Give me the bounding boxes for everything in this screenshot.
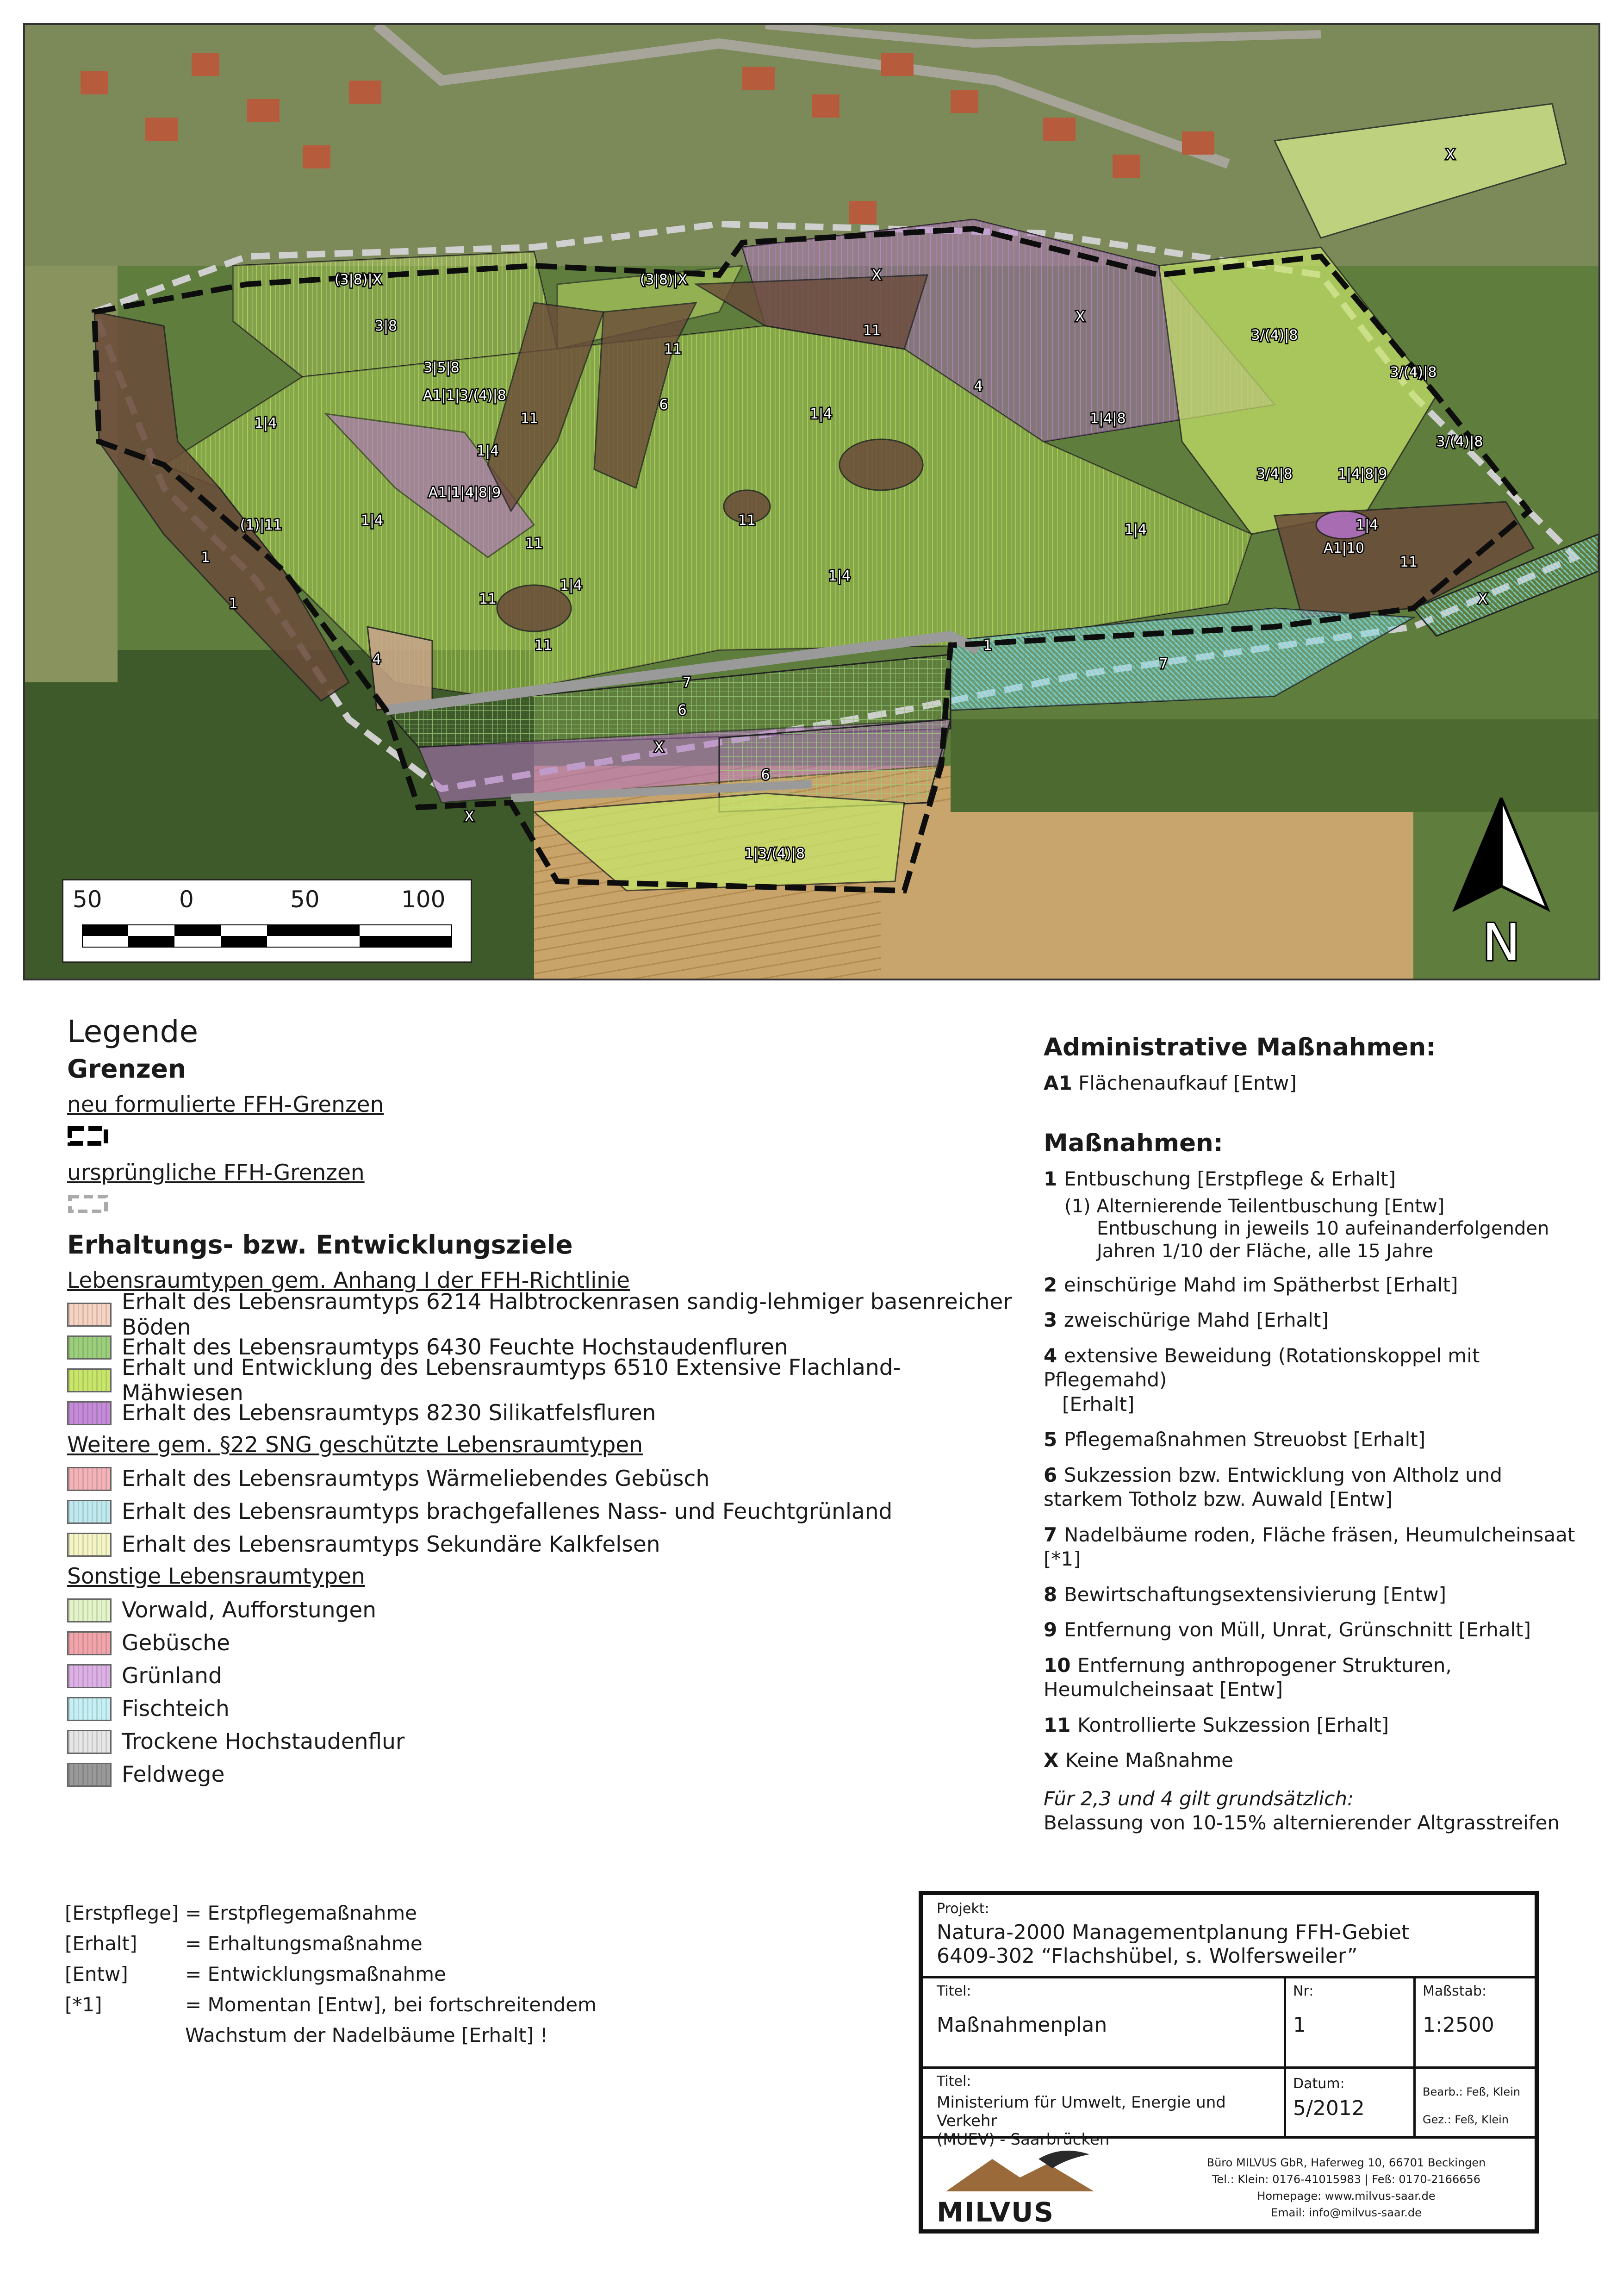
group2-swatch bbox=[67, 1467, 112, 1491]
nr-value: 1 bbox=[1293, 2013, 1306, 2037]
group1-heading: Lebensraumtypen gem. Anhang I der FFH-Richtlinie bbox=[67, 1268, 630, 1293]
client-line1: Ministerium für Umwelt, Energie und Verkehr bbox=[937, 2093, 1226, 2130]
group2-label: Erhalt des Lebensraumtyps brachgefallenes Nass- und Feuchtgrünland bbox=[122, 1499, 893, 1524]
area-label: (3|8)|X bbox=[334, 272, 382, 288]
group2-item bbox=[67, 1495, 1016, 1528]
area-label: 3/4|8 bbox=[1256, 466, 1293, 482]
area-label: 3/(4)|8 bbox=[1251, 327, 1298, 343]
measure-code: 4 bbox=[1044, 1344, 1064, 1367]
abbr-continuation: Wachstum der Nadelbäume [Erhalt] ! bbox=[185, 2024, 548, 2046]
area-label: X bbox=[654, 739, 664, 755]
group3-swatch bbox=[67, 1631, 112, 1655]
measure-code: 11 bbox=[1044, 1713, 1078, 1736]
abbreviation-list bbox=[65, 1898, 597, 2020]
measure-item bbox=[1044, 1167, 1599, 1192]
area-label: X bbox=[1445, 147, 1455, 163]
milvus-logo bbox=[937, 2145, 1113, 2228]
group3-swatch bbox=[67, 1763, 112, 1787]
measures-panel bbox=[1044, 1032, 1599, 1835]
logo-text: MILVUS bbox=[937, 2196, 1055, 2228]
patch-11-a[interactable] bbox=[839, 439, 923, 490]
measure-sub-line1: (1) Alternierende Teilentbuschung [Entw] bbox=[1064, 1195, 1445, 1217]
abbreviation-key: [Erhalt] bbox=[65, 1932, 137, 1955]
title-label: Titel: bbox=[937, 1983, 971, 1999]
group1-swatch bbox=[67, 1303, 112, 1327]
measure-text-cont: starkem Totholz bzw. Auwald [Entw] bbox=[1044, 1488, 1393, 1511]
boundaries-heading: Grenzen bbox=[67, 1054, 187, 1084]
measure-code: 9 bbox=[1044, 1618, 1064, 1641]
title-value: Maßnahmenplan bbox=[937, 2013, 1107, 2037]
measure-item bbox=[1044, 1273, 1599, 1298]
measure-sub-line3: Jahren 1/10 der Fläche, alle 15 Jahre bbox=[1097, 1241, 1434, 1262]
group3-label: Grünland bbox=[122, 1663, 222, 1689]
group1-item bbox=[67, 1289, 1016, 1340]
group1-label: Erhalt des Lebensraumtyps 6430 Feuchte Hochstaudenfluren bbox=[122, 1335, 788, 1360]
area-label: 1|4 bbox=[254, 415, 277, 431]
measure-code: 2 bbox=[1044, 1273, 1064, 1296]
area-label: 4 bbox=[974, 378, 983, 394]
measure-text: Keine Maßnahme bbox=[1065, 1749, 1233, 1772]
area-label: 1|4|8|9 bbox=[1337, 466, 1387, 482]
area-label: 11 bbox=[525, 536, 543, 552]
measure-text: extensive Beweidung (Rotationskoppel mit Pflegemahd) bbox=[1044, 1344, 1480, 1391]
abbreviation-value: = Erstpflegemaßnahme bbox=[185, 1902, 417, 1924]
area-label: (1)|11 bbox=[240, 517, 282, 533]
area-label: X bbox=[1478, 591, 1488, 607]
area-label: 1|4 bbox=[361, 512, 384, 529]
area-label: (3|8)|X bbox=[640, 272, 688, 288]
group3-item bbox=[67, 1660, 1016, 1692]
scale-cell bbox=[1423, 1983, 1534, 2037]
area-label: 6 bbox=[659, 397, 668, 413]
area-label: 1|4 bbox=[476, 443, 499, 459]
office-cell bbox=[1163, 2154, 1529, 2221]
area-label: 3/(4)|8 bbox=[1390, 364, 1437, 381]
measure-item bbox=[1044, 1653, 1599, 1702]
group3-label: Gebüsche bbox=[122, 1630, 230, 1656]
group1-label: Erhalt und Entwicklung des Lebensraumtyps 6510 Extensive Flachland-Mähwiesen bbox=[122, 1354, 901, 1406]
note-text: Belassung von 10-15% alternierender Altgrasstreifen bbox=[1044, 1811, 1560, 1834]
field-area-2 bbox=[881, 803, 1413, 979]
scale-label-50a: 50 bbox=[73, 886, 102, 913]
measure-code: 1 bbox=[1044, 1167, 1064, 1190]
measure-item bbox=[1044, 1463, 1599, 1512]
admin-heading: Administrative Maßnahmen: bbox=[1044, 1033, 1436, 1061]
measure-item bbox=[1044, 1748, 1599, 1773]
area-label: 1|4 bbox=[828, 568, 851, 584]
group3-label: Fischteich bbox=[122, 1696, 230, 1722]
measure-text: Sukzession bzw. Entwicklung von Altholz und bbox=[1063, 1463, 1502, 1486]
area-label: 1|3/(4)|8 bbox=[744, 846, 805, 862]
project-cell bbox=[937, 1901, 1529, 1968]
measure-text: Entbuschung [Erstpflege & Erhalt] bbox=[1063, 1167, 1396, 1190]
legend-title: Legende bbox=[67, 1014, 199, 1049]
group3-swatch bbox=[67, 1730, 112, 1754]
title-block bbox=[919, 1891, 1539, 2234]
group3-label: Feldwege bbox=[122, 1762, 225, 1787]
group3-item bbox=[67, 1725, 1016, 1758]
measure-code: 6 bbox=[1044, 1463, 1064, 1486]
abbreviation-row bbox=[65, 1898, 597, 1928]
goals-heading: Erhaltungs- bzw. Entwicklungsziele bbox=[67, 1230, 573, 1260]
measure-text: Entfernung anthropogener Strukturen, bbox=[1077, 1653, 1452, 1677]
abbreviation-value: = Momentan [Entw], bei fortschreitendem bbox=[185, 1993, 597, 2016]
group3-item bbox=[67, 1758, 1016, 1791]
group3-list bbox=[67, 1594, 1016, 1791]
abbreviation-row bbox=[65, 1928, 597, 1959]
project-line1: Natura-2000 Managementplanung FFH-Gebiet bbox=[937, 1921, 1410, 1944]
measure-code: 5 bbox=[1044, 1428, 1064, 1451]
area-label: 1|4 bbox=[1124, 522, 1147, 538]
admin-code: A1 bbox=[1044, 1072, 1072, 1095]
group2-label: Erhalt des Lebensraumtyps Wärmeliebendes Gebüsch bbox=[122, 1466, 710, 1491]
title-cell bbox=[937, 1983, 1279, 2037]
north-label: N bbox=[1482, 913, 1521, 969]
area-label: 11 bbox=[738, 512, 756, 529]
admin-text: Flächenaufkauf [Entw] bbox=[1078, 1072, 1297, 1095]
client-cell bbox=[937, 2073, 1279, 2149]
old-boundary-label: ursprüngliche FFH-Grenzen bbox=[67, 1160, 365, 1185]
area-label: 3|8 bbox=[374, 318, 398, 334]
scale-label: Maßstab: bbox=[1423, 1983, 1487, 1999]
note-italic: Für 2,3 und 4 gilt grundsätzlich: bbox=[1044, 1787, 1354, 1810]
area-label: X bbox=[871, 267, 882, 283]
measure-code: 10 bbox=[1044, 1653, 1078, 1677]
measure-text: Bewirtschaftungsextensivierung [Entw] bbox=[1063, 1583, 1446, 1606]
measure-text-cont: Heumulcheinsaat [Entw] bbox=[1044, 1678, 1283, 1701]
measure-item bbox=[1044, 1428, 1599, 1452]
area-label: 11 bbox=[664, 341, 682, 357]
area-label: 11 bbox=[479, 591, 497, 607]
measure-text: Entfernung von Müll, Unrat, Grünschnitt [Erhalt] bbox=[1063, 1618, 1531, 1641]
measure-text: Nadelbäume roden, Fläche fräsen, Heumulcheinsaat [*1] bbox=[1044, 1523, 1575, 1571]
area-label: 1|4 bbox=[560, 577, 583, 593]
area-label: 3/(4)|8 bbox=[1436, 434, 1483, 450]
area-label: 11 bbox=[534, 637, 553, 654]
area-label: 1 bbox=[229, 596, 238, 612]
area-label: X bbox=[1075, 309, 1085, 325]
measures-list bbox=[1044, 1167, 1599, 1773]
abbreviation-row bbox=[65, 1959, 597, 1990]
group1-list bbox=[67, 1289, 1016, 1429]
area-label: 11 bbox=[1399, 554, 1418, 570]
area-label: 6 bbox=[678, 702, 687, 718]
group1-label: Erhalt des Lebensraumtyps 8230 Silikatfelsfluren bbox=[122, 1400, 656, 1426]
area-label: 6 bbox=[761, 767, 770, 783]
group1-swatch bbox=[67, 1368, 112, 1392]
area-label: A1|10 bbox=[1324, 540, 1364, 556]
group3-item bbox=[67, 1594, 1016, 1627]
measure-code: 3 bbox=[1044, 1309, 1064, 1332]
measure-item bbox=[1044, 1583, 1599, 1607]
scale-label-50b: 50 bbox=[290, 886, 320, 913]
measure-text: einschürige Mahd im Spätherbst [Erhalt] bbox=[1063, 1273, 1458, 1296]
group3-swatch bbox=[67, 1598, 112, 1622]
abbreviations bbox=[65, 1898, 597, 2051]
office-line3: Homepage: www.milvus-saar.de bbox=[1257, 2190, 1436, 2202]
group1-label: Erhalt des Lebensraumtyps 6214 Halbtrockenrasen sandig-lehmiger basenreicher Böden bbox=[122, 1289, 1012, 1340]
scale-bar-graphic bbox=[82, 924, 452, 948]
measure-item bbox=[1044, 1344, 1599, 1417]
area-label: 1|4|8 bbox=[1090, 411, 1126, 427]
office-line2: Tel.: Klein: 0176-41015983 | Feß: 0170-2166656 bbox=[1212, 2173, 1481, 2186]
client-line2: (MUEV) - Saarbrücken bbox=[937, 2130, 1110, 2149]
group3-label: Trockene Hochstaudenflur bbox=[122, 1729, 405, 1754]
legend bbox=[67, 1014, 1016, 1791]
office-line1: Büro MILVUS GbR, Haferweg 10, 66701 Beckingen bbox=[1206, 2156, 1486, 2169]
measure-code: X bbox=[1044, 1749, 1066, 1772]
abbreviation-value: = Erhaltungsmaßnahme bbox=[185, 1932, 423, 1955]
area-label: 1 bbox=[983, 637, 992, 654]
area-label: X bbox=[464, 809, 474, 825]
measure-text-cont: [Erhalt] bbox=[1062, 1392, 1135, 1416]
aerial-map[interactable] bbox=[25, 25, 1598, 979]
scale-label-0: 0 bbox=[179, 886, 194, 913]
scale-bar bbox=[62, 879, 472, 963]
old-boundary-symbol bbox=[67, 1194, 109, 1214]
area-label: 11 bbox=[863, 323, 881, 339]
area-label: A1|1|4|8|9 bbox=[428, 485, 501, 501]
abbreviation-value: = Entwicklungsmaßnahme bbox=[185, 1963, 446, 1985]
measure-code: 7 bbox=[1044, 1523, 1064, 1546]
scale-value: 1:2500 bbox=[1423, 2013, 1494, 2037]
editor-cell bbox=[1423, 2078, 1534, 2134]
area-label: 1 bbox=[201, 549, 210, 566]
measure-text: zweischürige Mahd [Erhalt] bbox=[1063, 1309, 1329, 1332]
area-label: 1|4 bbox=[809, 406, 833, 422]
measure-text: Pflegemaßnahmen Streuobst [Erhalt] bbox=[1063, 1428, 1426, 1451]
abbreviation-row bbox=[65, 1990, 597, 2020]
group3-label: Vorwald, Aufforstungen bbox=[122, 1597, 377, 1623]
measure-sub-line2: Entbuschung in jeweils 10 aufeinanderfolgenden bbox=[1097, 1218, 1549, 1240]
abbreviation-key: [Entw] bbox=[65, 1963, 128, 1985]
north-arrow-icon bbox=[1441, 793, 1561, 969]
project-line2: 6409-302 “Flachshübel, s. Wolfersweiler” bbox=[937, 1944, 1358, 1968]
gez: Gez.: Feß, Klein bbox=[1423, 2113, 1509, 2126]
group2-label: Erhalt des Lebensraumtyps Sekundäre Kalkfelsen bbox=[122, 1532, 660, 1557]
group3-swatch bbox=[67, 1664, 112, 1688]
area-label: 3|5|8 bbox=[423, 360, 460, 376]
nr-cell bbox=[1293, 1983, 1409, 2037]
area-label: 11 bbox=[520, 411, 539, 427]
group1-swatch bbox=[67, 1335, 112, 1360]
group2-swatch bbox=[67, 1533, 112, 1557]
measure-item bbox=[1044, 1523, 1599, 1572]
group1-item bbox=[67, 1354, 1016, 1406]
date-cell bbox=[1293, 2076, 1409, 2120]
scale-label-100: 100 bbox=[401, 886, 446, 913]
measure-item bbox=[1044, 1308, 1599, 1333]
date-label: Datum: bbox=[1293, 2076, 1345, 2092]
client-label: Titel: bbox=[937, 2073, 971, 2090]
milvus-bird-icon bbox=[937, 2145, 1103, 2196]
admin-item bbox=[1044, 1071, 1599, 1096]
area-label: 7 bbox=[682, 674, 691, 691]
new-boundary-symbol bbox=[67, 1126, 109, 1146]
group3-item bbox=[67, 1692, 1016, 1725]
group2-item bbox=[67, 1528, 1016, 1561]
measure-sub-1 bbox=[1064, 1195, 1599, 1263]
area-label: A1|1|3/(4)|8 bbox=[423, 387, 506, 404]
bearb: Bearb.: Feß, Klein bbox=[1423, 2085, 1521, 2098]
measure-text: Kontrollierte Sukzession [Erhalt] bbox=[1077, 1713, 1389, 1736]
group1-swatch bbox=[67, 1401, 112, 1425]
measure-code: 8 bbox=[1044, 1583, 1064, 1606]
abbreviation-key: [*1] bbox=[65, 1993, 102, 2016]
measure-item bbox=[1044, 1713, 1599, 1738]
project-label: Projekt: bbox=[937, 1901, 989, 1917]
area-label: 7 bbox=[1159, 656, 1168, 672]
map-frame[interactable] bbox=[23, 23, 1600, 980]
group2-list bbox=[67, 1462, 1016, 1561]
measures-heading: Maßnahmen: bbox=[1044, 1129, 1223, 1157]
area-label: 4 bbox=[372, 651, 381, 668]
date-value: 5/2012 bbox=[1293, 2096, 1365, 2120]
new-boundary-label: neu formulierte FFH-Grenzen bbox=[67, 1092, 384, 1117]
group2-heading: Weitere gem. §22 SNG geschützte Lebensraumtypen bbox=[67, 1432, 643, 1458]
group3-heading: Sonstige Lebensraumtypen bbox=[67, 1564, 365, 1589]
group2-swatch bbox=[67, 1500, 112, 1524]
north-arrow bbox=[1441, 793, 1561, 969]
nr-label: Nr: bbox=[1293, 1983, 1314, 1999]
group2-item bbox=[67, 1462, 1016, 1495]
group3-swatch bbox=[67, 1697, 112, 1721]
group3-item bbox=[67, 1627, 1016, 1660]
office-line4: Email: info@milvus-saar.de bbox=[1271, 2206, 1422, 2219]
measure-item bbox=[1044, 1618, 1599, 1642]
abbreviation-key: [Erstpflege] bbox=[65, 1902, 179, 1924]
area-label: 1|4 bbox=[1356, 517, 1379, 533]
